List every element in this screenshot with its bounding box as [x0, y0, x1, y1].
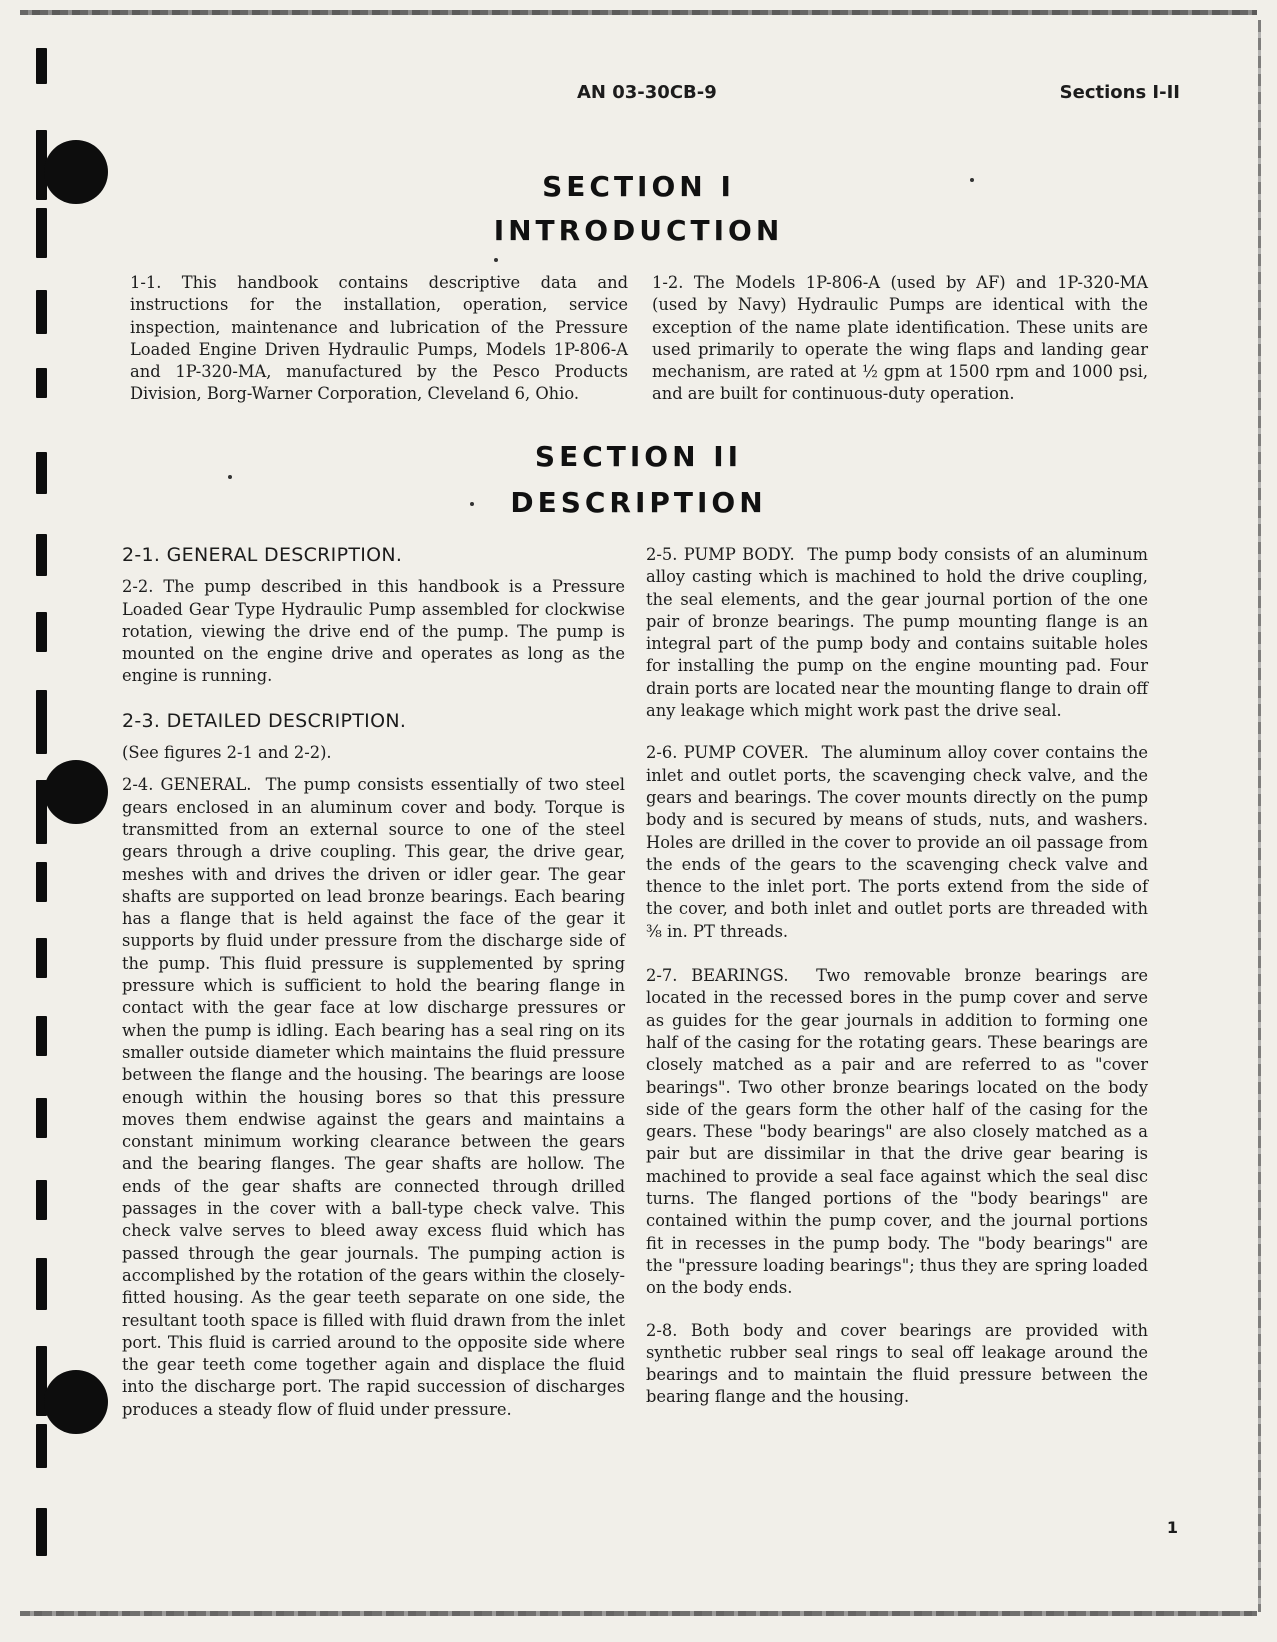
paragraph-2-4-body: The pump consists essentially of two steel gears enclosed in an aluminum cover and body. Torque is transmitted from an external source to one of the steel gears through a drive coupling. This gear, the drive gear, meshes with and drives the driven or idler gear. The gear shafts are supported on lead bronze bearings. Each bearing has a flange that is held against the face of the gear it supports by fluid under pressure from the discharge side of the pump. This fluid pressure is supplemented by spring pressure which is sufficient to hold the bearing flange in contact with the gear face at low discharge pressures or when the pump is idling. Each bearing has a seal ring on its smaller outside diameter which maintains the fluid pressure between the flange and the housing. The bearings are loose enough within the housing bores so that this pressure moves them endwise against the gears and maintains a constant minimum working clearance between the gears and the bearing flanges. The gear shafts are hollow. The ends of the gear shafts are connected through drilled passages in the cover with a ball-type check valve. This check valve serves to bleed away excess fluid which has passed through the gear journals. The pumping action is accomplished by the rotation of the gears within the closely-fitted housing. As the gear teeth separate on one side, the resultant tooth space is filled with fluid drawn from the inlet port. This fluid is carried around to the opposite side where the gear teeth come together again and displace the fluid into the discharge port. The rapid succession of discharges produces a steady flow of fluid under pressure.	[122, 775, 625, 1419]
binder-mark	[36, 612, 47, 652]
description-right-column	[646, 544, 1148, 1423]
intro-left-column	[130, 272, 628, 420]
scan-edge-top	[20, 10, 1257, 15]
paragraph-2-6-lead: 2-6. PUMP COVER.	[646, 743, 809, 763]
binder-mark	[36, 368, 47, 398]
paragraph-1-1: 1-1. This handbook contains descriptive data and instructions for the installation, operation, service inspection, maintenance and lubrication of the Pressure Loaded Engine Driven Hydraulic Pumps, Models 1P-806-A and 1P-320-MA, manufactured by the Pesco Products Division, Borg-Warner Corporation, Cleveland 6, Ohio.	[130, 273, 628, 404]
binder-mark	[36, 1508, 47, 1556]
document-id: AN 03-30CB-9	[577, 82, 717, 103]
binder-mark	[36, 290, 47, 334]
figure-reference: (See figures 2-1 and 2-2).	[122, 743, 332, 763]
binder-mark	[36, 534, 47, 576]
paragraph-1-2: 1-2. The Models 1P-806-A (used by AF) and 1P-320-MA (used by Navy) Hydraulic Pumps are identical with the exception of the name plate identification. These units are used primarily to operate the wing flaps and landing gear mechanism, are rated at ½ gpm at 1500 rpm and 1000 psi, and are built for continuous-duty operation.	[652, 273, 1148, 404]
binder-hole	[44, 760, 108, 824]
binder-mark	[36, 48, 47, 84]
intro-right-column	[652, 272, 1148, 420]
binder-mark	[36, 1016, 47, 1056]
scan-speck	[228, 475, 232, 479]
scan-speck	[970, 178, 974, 182]
heading-2-1: 2-1. GENERAL DESCRIPTION.	[122, 544, 403, 566]
paragraph-2-2: 2-2. The pump described in this handbook is a Pressure Loaded Gear Type Hydraulic Pump assembled for clockwise rotation, viewing the drive end of the pump. The pump is mounted on the engine drive and operates as long as the engine is running.	[122, 577, 625, 686]
description-left-column	[122, 544, 625, 1435]
paragraph-2-8: 2-8. Both body and cover bearings are provided with synthetic rubber seal rings to seal off leakage around the bearings and to maintain the fluid pressure between the bearing flange and the housing.	[646, 1320, 1148, 1407]
paragraph-2-5-body: The pump body consists of an aluminum alloy casting which is machined to hold the drive coupling, the seal elements, and the gear journal portion of the one pair of bronze bearings. The pump mounting flange is an integral part of the pump body and contains suitable holes for installing the pump on the engine mounting pad. Four drain ports are located near the mounting flange to drain off any leakage which might work past the drive seal.	[646, 545, 1148, 721]
paragraph-2-6	[646, 742, 1148, 943]
binder-mark	[36, 1424, 47, 1468]
section-2-subtitle: DESCRIPTION	[510, 486, 767, 519]
paragraph-2-5-lead: 2-5. PUMP BODY.	[646, 545, 795, 564]
binder-mark	[36, 862, 47, 902]
binder-mark	[36, 1098, 47, 1138]
binder-mark	[36, 780, 47, 844]
paragraph-2-7	[646, 965, 1148, 1299]
page-number: 1	[1166, 1518, 1178, 1537]
scan-edge-bottom	[20, 1611, 1257, 1616]
scan-speck	[470, 502, 474, 506]
heading-2-3: 2-3. DETAILED DESCRIPTION.	[122, 709, 407, 732]
scan-speck	[494, 258, 498, 262]
page-header	[0, 82, 1277, 114]
paragraph-2-6-body: The aluminum alloy cover contains the inlet and outlet ports, the scavenging check valve, and the gears and bearings. The cover mounts directly on the pump body and is secured by means of studs, nuts, and washers. Holes are drilled in the cover to provide an oil passage from the ends of the gears to the scavenging check valve and thence to the inlet port. The ports extend from the side of the cover, and both inlet and outlet ports are threaded with ⅜ in. PT threads.	[646, 743, 1148, 941]
paragraph-2-4-lead: 2-4. GENERAL.	[122, 775, 252, 795]
binder-mark	[36, 690, 47, 754]
binder-hole	[44, 1370, 108, 1434]
paragraph-2-5	[646, 544, 1148, 722]
scan-edge-right	[1258, 20, 1261, 1612]
paragraph-2-7-lead: 2-7. BEARINGS.	[646, 966, 789, 986]
section-1-subtitle: INTRODUCTION	[493, 214, 784, 247]
binder-mark	[36, 1180, 47, 1220]
section-2-title: SECTION II	[534, 440, 743, 473]
section-1-title: SECTION I	[542, 170, 735, 203]
binder-mark	[36, 1258, 47, 1310]
paragraph-2-7-body: Two removable bronze bearings are located in the recessed bores in the pump cover and serve as guides for the gear journals in addition to forming one half of the casing for the rotating gears. These bearings are closely matched as a pair and are referred to as "cover bearings". Two other bronze bearings located on the body side of the gears form the other half of the casing for the gears. These "body bearings" are also closely matched as a pair but are dissimilar in that the drive gear bearing is machined to provide a seal face against which the seal disc turns. The flanged portions of the "body bearings" are contained within the pump cover, and the journal portions fit in recesses in the pump body. The "body bearings" are the "pressure loading bearings"; thus they are spring loaded on the body ends.	[646, 966, 1148, 1298]
binder-mark	[36, 938, 47, 978]
section-range: Sections I-II	[1059, 82, 1180, 103]
paragraph-2-4	[122, 774, 625, 1421]
